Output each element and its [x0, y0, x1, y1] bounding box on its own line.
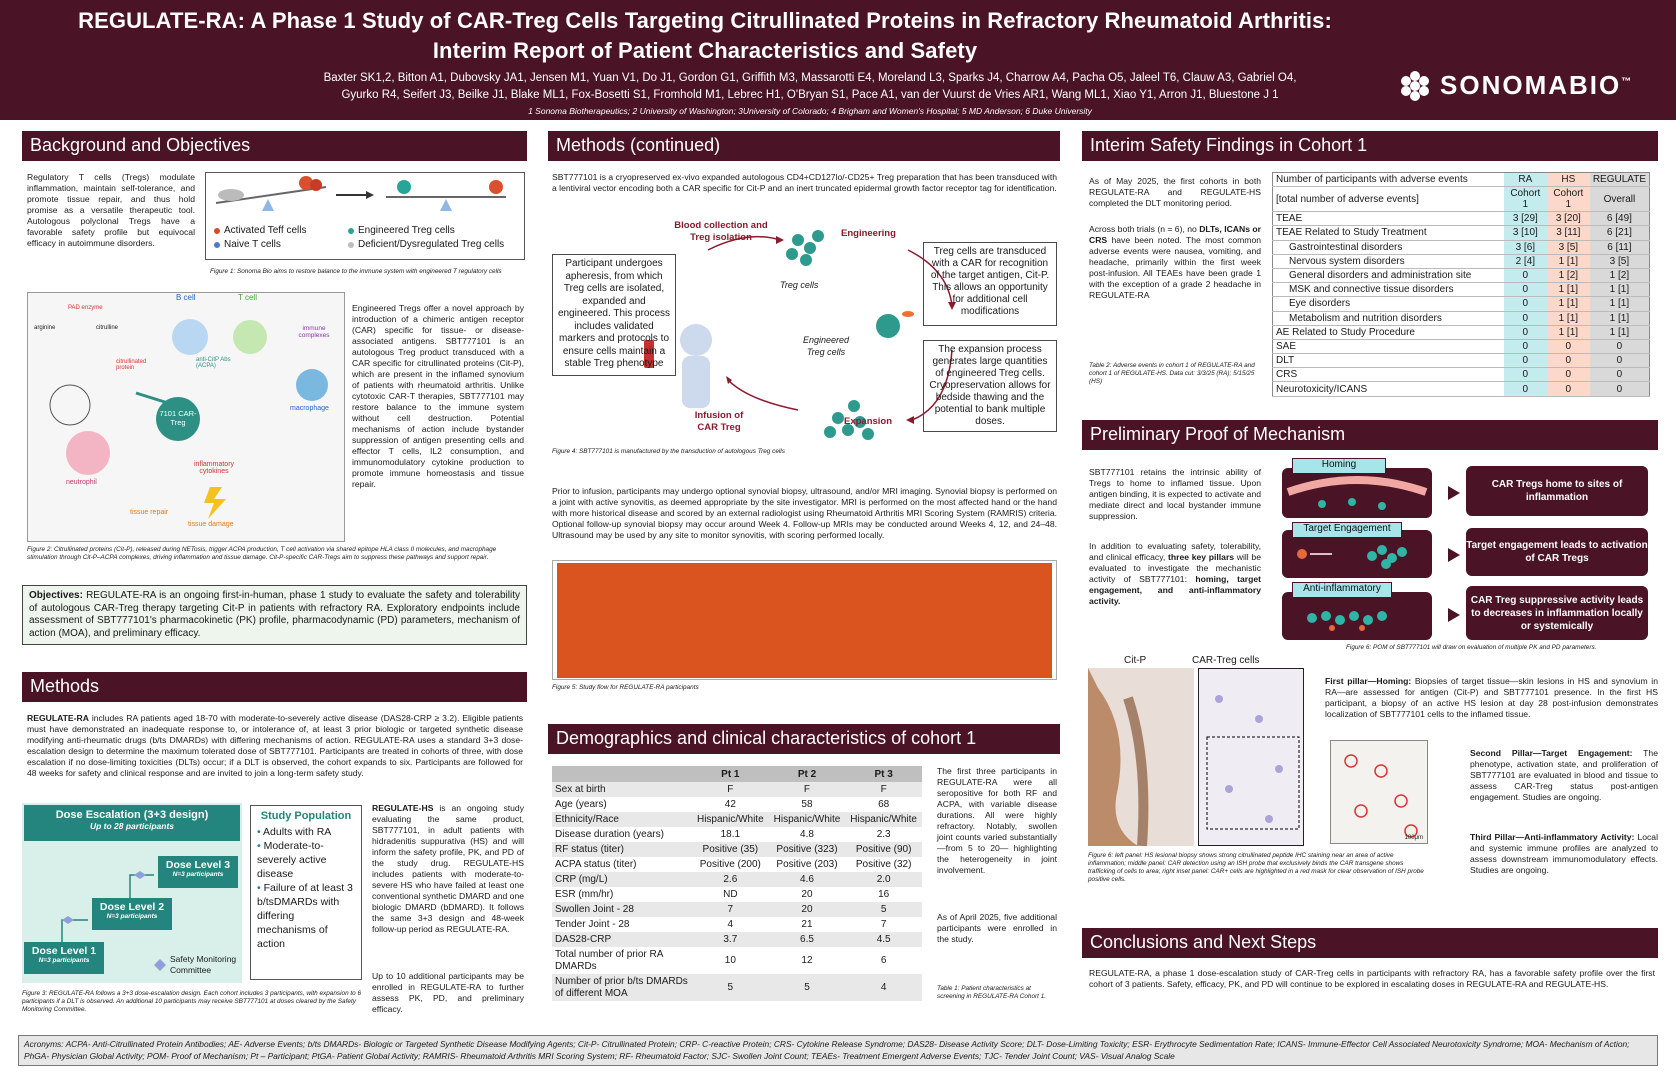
demographics-row — [552, 812, 922, 827]
ae-cell: 1 [1] — [1547, 311, 1590, 325]
label-immune-complexes: immune complexes — [298, 325, 330, 339]
smc-diamond-icon — [134, 871, 146, 879]
demographics-row-label: DAS28-CRP — [552, 932, 692, 947]
imaging-text: Prior to infusion, participants may undergo optional synovial biopsy, ultrasound, and/or MRI imaging. Synovial biopsy is performed on a joint with active synovitis, as deemed appropriate by the site investigator. MRI is performed on the most affected hand or the hand with more historical disease and scored by an external radiologist using Rheumatoid Arthritis MRI Scoring System (RAMRIS) criteria. Optional follow-up synovial biopsy may occur around Week 4. Follow-up MRIs may be conducted around Weeks 4, 12, and 24–48. Ultrasound may be used by any site to monitor synovitis, with scoring performed locally. — [552, 486, 1057, 540]
demographics-cell: 18.1 — [720, 829, 741, 840]
label-acpa: anti-CitP Abs (ACPA) — [196, 357, 231, 369]
dose-escalation-title: Dose Escalation (3+3 design) — [55, 809, 209, 821]
regulate-hs-label: REGULATE-HS — [372, 803, 434, 813]
ae-row — [1273, 354, 1650, 368]
demographics-cell: Positive (90) — [845, 842, 922, 857]
ae-cell: 1 [1] — [1590, 311, 1650, 325]
objectives-text: REGULATE-RA is an ongoing first-in-human, phase 1 study to evaluate the safety and tolerability of autologous CAR-Treg therapy targeting Cit-P in patients with refractory RA. Exploratory endpoints include assessment of SBT777101's pharmacokinetic (PK) profile, pharmacodynamic (PD) parameters, mechanism of action (MOA), and preliminary efficacy. — [29, 590, 520, 639]
label-arginine: arginine — [34, 325, 56, 331]
ae-cell: 0 — [1590, 368, 1650, 382]
legend-naive-t — [214, 239, 281, 250]
label-engineered-treg-cells: Engineered Treg cells — [802, 335, 850, 357]
figure-1-caption: Figure 1: Sonoma Bio aims to restore balance to the immune system with engineered T regulatory cells — [210, 268, 502, 275]
title-line-1: REGULATE-RA: A Phase 1 Study of CAR-Treg Cells Targeting Citrullinated Proteins in Refractory Rheumatoid Arthritis: — [78, 8, 1332, 33]
logo-flower-icon — [1400, 71, 1430, 101]
ae-cell: 0 — [1504, 354, 1547, 368]
figure-6a-caption: Figure 6: POM of SBT777101 will draw on evaluation of multiple PK and PD parameters. — [1346, 644, 1597, 651]
demographics-row-label: Tender Joint - 28 — [555, 919, 630, 930]
ae-row-label: AE Related to Study Procedure — [1273, 325, 1504, 339]
ae-cell: 0 — [1547, 368, 1590, 382]
safety-text-2-post: have been noted. The most common adverse events were nausea, vomiting, and headache, primarily within the first week post-infusion. All TEAEs have been grade 1 with the exception of a grade 2 headache in REGULATE-RA — [1089, 235, 1261, 300]
conclusions-heading: Conclusions and Next Steps — [1082, 928, 1658, 958]
safety-text-2 — [1089, 224, 1261, 301]
ae-cell: 0 — [1590, 354, 1650, 368]
demographics-cell: 4.8 — [800, 829, 814, 840]
mechanism-heading: Preliminary Proof of Mechanism — [1082, 420, 1658, 450]
legend-label: Naive T cells — [224, 239, 281, 250]
study-population-box — [250, 805, 362, 980]
demographics-cell: 4.6 — [769, 872, 846, 887]
ae-sub-hs: Cohort 1 — [1547, 187, 1590, 212]
regulate-ra-description: includes RA patients aged 18-70 with moderate-to-severely active disease (DAS28-CRP ≥ 3.2). Eligible patients must have demonstrated an inadequate response to, or intolerance of, at least 3 prior biologic or targeted synthetic disease modifying anti-rheumatic drugs (b/ts DMARDs) with differing mechanisms of action. REGULATE-RA uses a standard 3+3 dose-escalation design to determine the maximum tolerated dose of SBT777101. Participants are treated in cohorts of three, with dose escalation if no dose-limiting toxicities (DLTs) occur; if a DLT is observed, the cohort expands to six. Participants are followed for 48 weeks for safety and clinical response and are invited to join a long-term safety study. — [27, 713, 523, 778]
demographics-cell: F — [845, 782, 922, 797]
ae-header-row-2 — [1273, 187, 1650, 212]
background-intro: Regulatory T cells (Tregs) modulate inflammation, maintain self-tolerance, and promote tissue repair, and thus hold promise as a versatile therapeutic tool. Autologous polyclonal Tregs have a favorable safety profile but equivocal efficacy in autoimmune disorders. — [27, 172, 195, 248]
authors — [260, 70, 1360, 104]
third-pillar-text — [1470, 832, 1658, 876]
ae-cell: 0 — [1504, 368, 1547, 382]
ae-row — [1273, 268, 1650, 282]
demographics-row-label: Sex at birth — [552, 782, 692, 797]
demographics-row-label: Swollen Joint - 28 — [552, 902, 692, 917]
logo-trademark: ™ — [1621, 76, 1634, 88]
regulate-ra-label: REGULATE-RA — [27, 713, 89, 723]
dose-level-name: Dose Level 3 — [165, 859, 231, 871]
demographics-cell: Positive (35) — [692, 842, 769, 857]
ae-header-left-1: Number of participants with adverse events — [1273, 173, 1504, 187]
label-car-treg-cells: CAR-Treg cells — [1192, 655, 1260, 666]
label-t-cell: T cell — [238, 293, 257, 302]
figure-4-caption: Figure 4: SBT777101 is manufactured by the transduction of autologous Treg cells — [552, 448, 785, 455]
demographics-col-header — [552, 766, 692, 782]
second-pillar-text — [1470, 748, 1658, 803]
demographics-row-label: Ethnicity/Race — [552, 812, 692, 827]
demographics-cell: 12 — [801, 954, 813, 966]
figure-4-manufacturing — [548, 210, 1060, 442]
conclusions-text: REGULATE-RA, a phase 1 dose-escalation study of CAR-Treg cells in participants with refractory RA, has a favorable safety profile over the first cohort of 3 patients. Safety, efficacy, PK, and PD will continue to be explored in escalating doses in REGULATE-RA and REGULATE-HS. — [1089, 968, 1655, 989]
figure-5-caption: Figure 5: Study flow for REGULATE-RA participants — [552, 684, 699, 691]
dose-level-n: N=3 participants — [38, 957, 90, 964]
adverse-events-table — [1272, 172, 1650, 397]
ae-cell: 3 [5] — [1590, 254, 1650, 268]
demographics-row — [552, 932, 922, 947]
ae-cell: 3 [10] — [1504, 226, 1547, 240]
demographics-cell: 7 — [880, 919, 887, 930]
ae-sub-overall: Overall — [1590, 187, 1650, 212]
study-population-title: Study Population — [260, 810, 352, 822]
ae-cell: 0 — [1504, 297, 1547, 311]
demographics-cell: 2.0 — [845, 872, 922, 887]
ae-row — [1273, 368, 1650, 382]
label-macrophage: macrophage — [290, 405, 329, 412]
ae-cell: 1 [1] — [1547, 325, 1590, 339]
methods-continued-intro: SBT777101 is a cryopreserved ex-vivo expanded autologous CD4+CD127lo/-CD25+ Treg preparation that has been transduced with a lentiviral vector encoding both a CAR specific for Cit-P and an inert truncated epidermal growth factor receptor tag for identification. — [552, 172, 1057, 193]
ae-row-label: MSK and connective tissue disorders — [1273, 283, 1504, 297]
bullet-icon: • — [257, 826, 264, 838]
demographics-row-label: Age (years) — [555, 799, 607, 810]
ae-sub-ra: Cohort 1 — [1504, 187, 1547, 212]
first-pillar-label: First pillar—Homing: — [1325, 676, 1412, 686]
figure-5-frame — [552, 560, 1057, 680]
label-treg-cells: Treg cells — [780, 280, 819, 290]
demographics-cell: Positive (32) — [855, 859, 912, 870]
dose-level-name: Dose Level 1 — [31, 945, 97, 957]
study-pop-text: Adults with RA — [263, 826, 332, 838]
ae-header-row-1 — [1273, 173, 1650, 187]
demographics-row — [552, 974, 922, 1001]
background-heading: Background and Objectives — [22, 131, 527, 161]
demographics-cell: 5 — [845, 902, 922, 917]
sonomabio-logo — [1400, 70, 1633, 101]
demographics-row — [552, 842, 922, 857]
demographics-table-body — [552, 782, 922, 1001]
ae-cell: 1 [1] — [1547, 254, 1590, 268]
ae-row-label: DLT — [1273, 354, 1504, 368]
arrow-right-icon — [1448, 608, 1460, 622]
demographics-cell: Positive (203) — [776, 859, 838, 870]
ae-cell: 1 [2] — [1590, 268, 1650, 282]
ae-col-ra: RA — [1504, 173, 1547, 187]
apheresis-box: Participant undergoes apheresis, from which Treg cells are isolated, expanded and engineered. This process includes validated markers and protocols to ensure cells maintain a stable Treg phenotype — [552, 254, 676, 376]
ae-row-label: Nervous system disorders — [1273, 254, 1504, 268]
demographics-row-label: Total number of prior RA DMARDs — [555, 948, 663, 972]
safety-heading: Interim Safety Findings in Cohort 1 — [1082, 131, 1658, 161]
red-dot-icon — [214, 228, 220, 234]
demographics-row-label: ESR (mm/hr) — [555, 889, 614, 900]
third-pillar-label: Third Pillar—Anti-inflammatory Activity: — [1470, 832, 1635, 842]
second-pillar-description: The phenotype, activation state, and proliferation of SBT777101 are evaluated in blood and tissue to assess CAR-Treg status post-antigen engagement. Studies are ongoing. — [1470, 748, 1658, 802]
pillar-homing-result: CAR Tregs home to sites of inflammation — [1466, 466, 1648, 516]
figure-5-study-flow — [557, 563, 1052, 678]
label-pad-enzyme: PAD enzyme — [68, 305, 103, 311]
demographics-row — [552, 797, 922, 812]
safety-text-1: As of May 2025, the first cohorts in both REGULATE-RA and REGULATE-HS completed the DLT monitoring period. — [1089, 176, 1261, 208]
bullet-icon: • — [257, 882, 264, 894]
demographics-col-header: Pt 3 — [845, 766, 922, 782]
ae-row — [1273, 339, 1650, 353]
label-citrulline: citrulline — [96, 325, 119, 331]
legend-activated-teff — [214, 225, 306, 236]
methods-heading: Methods — [22, 672, 527, 702]
pillar-cell-graphics — [1282, 468, 1432, 640]
ae-cell: 1 [1] — [1547, 297, 1590, 311]
demographics-cell: Hispanic/White — [692, 812, 769, 827]
demographics-row — [552, 872, 922, 887]
demographics-cell: 4.5 — [845, 932, 922, 947]
ae-cell: 0 — [1504, 325, 1547, 339]
study-pop-text: Moderate-to-severely active disease — [257, 840, 327, 880]
figure-6b-caption: Figure 6: left panel: HS lesional biopsy shows strong citrullinated peptide IHC staining near an area of active inflammation; middle panel: CAR detection using an ISH probe that exclusively binds the CAR transgene shows trafficking of cells to area; right inset panel: CAR+ cells are highlighted in a red mask for clear observation of ISH probe positive cells. — [1088, 852, 1424, 883]
ae-row — [1273, 382, 1650, 396]
ae-header-left-2: [total number of adverse events] — [1273, 187, 1504, 212]
ae-row-label: SAE — [1273, 339, 1504, 353]
demographics-row — [552, 782, 922, 797]
engineered-tregs-text: Engineered Tregs offer a novel approach by introduction of a chimeric antigen receptor (CAR) specific for tissue- or disease-associated antigens. SBT777101 is an autologous Treg product transduced with a CAR specific for citrullinated proteins (Cit-P), which are present in the inflamed synovium of patients with rheumatoid arthritis. Unlike cytotoxic CAR-T therapies, SBT777101 may restore balance to the immune system without cell destruction. Potential mechanisms of action include bystander suppression of antigen presenting cells and effector T cells, IL2 consumption, and immunomodulatory cytokine production to promote immune homeostasis and tissue repair. — [352, 303, 524, 489]
ae-row — [1273, 283, 1650, 297]
label-cit-p: Cit-P — [1124, 655, 1147, 666]
demographics-cell: Hispanic/White — [845, 812, 922, 827]
ae-cell: 0 — [1504, 268, 1547, 282]
ae-row-label: Metabolism and nutrition disorders — [1273, 311, 1504, 325]
demographics-row — [552, 947, 922, 974]
study-pop-item — [257, 881, 355, 951]
ae-row — [1273, 212, 1650, 226]
study-pop-item — [257, 825, 355, 839]
table-2-caption: Table 2: Adverse events in cohort 1 of REGULATE-RA and cohort 1 of REGULATE-HS. Data cut: 3/3/25 (RA); 5/15/25 (HS) — [1089, 362, 1255, 385]
ae-cell: 1 [1] — [1590, 283, 1650, 297]
demographics-cell: 5 — [692, 974, 769, 1001]
demographics-cell: 3.7 — [692, 932, 769, 947]
label-citrullinated-protein: citrullinated protein — [116, 359, 147, 371]
demographics-row — [552, 827, 922, 842]
smc-diamond-icon — [62, 916, 74, 924]
demographics-row-label: ACPA status (titer) — [555, 859, 637, 870]
ae-cell: 6 [49] — [1590, 212, 1650, 226]
dose-level-n: N=3 participants — [172, 871, 224, 878]
ae-cell: 0 — [1547, 339, 1590, 353]
blue-dot-icon — [214, 242, 220, 248]
regulate-hs-text — [372, 803, 524, 935]
ae-col-overall: REGULATE — [1590, 173, 1650, 187]
demographics-cell: 10 — [724, 954, 736, 966]
car-positive-inset-image — [1330, 740, 1428, 844]
demographics-cell: 4 — [727, 919, 734, 930]
demographics-cell: 2.6 — [692, 872, 769, 887]
transduction-box: Treg cells are transduced with a CAR for recognition of the target antigen, Cit-P. This allows an opportunity for additional cell modifications — [923, 242, 1057, 326]
demographics-cell: 42 — [724, 799, 736, 810]
demographics-side-text-1: The first three participants in REGULATE-RA were all seropositive for both RF and ACPA, with variable disease durations. All were highly refractory. Notably, swollen joint counts varied substantially —from 5 to 20— highlighting the heterogeneity in joint involvement. — [937, 766, 1057, 875]
dose-level-n: N=3 participants — [106, 913, 158, 920]
study-pop-item — [257, 839, 355, 881]
methods-ra-text — [27, 713, 523, 779]
ae-cell: 0 — [1547, 382, 1590, 396]
ae-cell: 3 [20] — [1547, 212, 1590, 226]
teal-dot-icon — [348, 228, 354, 234]
demographics-cell: 5 — [769, 974, 846, 1001]
demographics-row-label: CRP (mg/L) — [552, 872, 692, 887]
additional-participants-text: Up to 10 additional participants may be enrolled in REGULATE-RA to further assess PK, PD, and preliminary efficacy. — [372, 971, 524, 1014]
authors-line-2: Gyurko R4, Seifert J3, Beilke J1, Blake ML1, Fox-Bosetti S1, Fromhold M1, Lebrec H1, O'Bryan S1, Pace A1, van der Vuurst de Vries AR1, Wang ML1, Xiao Y1, Arron J1, Bluestone J 1 — [341, 89, 1279, 101]
ae-cell: 0 — [1504, 339, 1547, 353]
smc-legend-diamond-icon — [154, 959, 166, 971]
mechanism-text-2 — [1089, 541, 1261, 607]
legend-label: Engineered Treg cells — [358, 225, 455, 236]
methods-continued-heading: Methods (continued) — [548, 131, 1060, 161]
ae-row-label: Neurotoxicity/ICANS — [1273, 382, 1504, 396]
first-pillar-description: Biopsies of target tissue—skin lesions in HS and synovium in RA—are assessed for antigen (Cit-P) and SBT777101 presence. In the first HS participant, a biopsy of an active HS lesion at day 28 post-infusion demonstrates localization of SBT777101 cells to the inflamed tissue. — [1325, 676, 1658, 719]
safety-text-2-pre: Across both trials (n = 6), no — [1089, 224, 1200, 234]
label-tissue-repair: tissue repair — [130, 509, 169, 516]
label-inflammatory-cytokines: inflammatory cytokines — [193, 461, 235, 475]
ae-row-label: TEAE Related to Study Treatment — [1273, 226, 1504, 240]
ae-cell: 1 [2] — [1547, 268, 1590, 282]
legend-label: Activated Teff cells — [224, 225, 307, 236]
label-infusion: Infusion of CAR Treg — [694, 410, 744, 433]
table-1-caption: Table 1: Patient characteristics at screening in REGULATE-RA Cohort 1. — [937, 985, 1047, 1000]
label-neutrophil: neutrophil — [66, 479, 97, 486]
figure-2-diagram — [27, 292, 345, 542]
demographics-cell: 21 — [801, 919, 813, 930]
ae-cell: 3 [29] — [1504, 212, 1547, 226]
ae-row-label: CRS — [1273, 368, 1504, 382]
demographics-heading: Demographics and clinical characteristics of cohort 1 — [548, 724, 1060, 754]
demographics-row — [552, 917, 922, 932]
ae-cell: 0 — [1504, 283, 1547, 297]
arrow-right-icon — [1448, 486, 1460, 500]
demographics-row-label: Disease duration (years) — [555, 829, 664, 840]
demographics-cell: 4 — [845, 974, 922, 1001]
mechanism-text-2-mid: will be evaluated to investigate the mechanistic activity of SBT777101: — [1089, 552, 1261, 584]
mechanism-text-2-bold: three key pillars — [1167, 552, 1235, 562]
ae-row-label: Gastrointestinal disorders — [1273, 240, 1504, 254]
first-pillar-text — [1325, 676, 1658, 720]
bullet-icon: • — [257, 840, 264, 852]
demographics-cell: ND — [723, 889, 738, 900]
legend-label: Deficient/Dysregulated Treg cells — [358, 239, 505, 250]
demographics-cell: 20 — [769, 902, 846, 917]
authors-line-1: Baxter SK1,2, Bitton A1, Dubovsky JA1, Jensen M1, Yuan V1, Do J1, Gordon G1, Griffith M3, Massarotti E4, Moreland L3, Sparks J4, Charrow A4, Pacha O5, Jaleel T6, Clauw A3, Gabriel O4, — [323, 72, 1297, 84]
label-expansion: Expansion — [844, 416, 893, 427]
ae-cell: 3 [6] — [1504, 240, 1547, 254]
demographics-cell: 16 — [878, 889, 890, 900]
safety-text-2-bold: DLTs, ICANs or CRS — [1089, 224, 1261, 245]
mechanism-text-1: SBT777101 retains the intrinsic ability of Tregs to home to inflamed tissue. Upon antigen binding, it is expected to activate and mediate direct and local bystander immune suppression. — [1089, 467, 1261, 521]
demographics-cell: 6 — [880, 954, 887, 966]
affiliations: 1 Sonoma Biotherapeutics; 2 University of Washington; 3University of Colorado; 4 Brigham and Women's Hospital; 5 MD Anderson; 6 Duke University — [528, 106, 1092, 116]
ae-row-label: Eye disorders — [1273, 297, 1504, 311]
balance-scale-graphic — [206, 173, 524, 221]
demographics-cell: 20 — [801, 889, 813, 900]
pillar-target-engagement-result: Target engagement leads to activation of CAR Tregs — [1466, 528, 1648, 576]
demographics-table — [552, 766, 922, 1001]
figure-1 — [205, 172, 525, 260]
ae-cell: 6 [11] — [1590, 240, 1650, 254]
mechanism-text-2-pre: In addition to evaluating safety, tolerability, and clinical efficacy, — [1089, 541, 1261, 562]
figure-3-caption: Figure 3: REGULATE-RA follows a 3+3 dose-escalation design. Each cohort includes 3 participants, with expansion to 6 participants if a DLT is observed. An additional 10 participants may receive SBT777101 at doses cleared by the Safety Monitoring Committee. — [22, 990, 362, 1013]
ae-cell: 0 — [1590, 382, 1650, 396]
ae-cell: 3 [5] — [1547, 240, 1590, 254]
ae-row-label: General disorders and administration site — [1273, 268, 1504, 282]
third-pillar-description: Local and systemic immune profiles are analyzed to assess downstream immunomodulatory effects. Studies are ongoing. — [1470, 832, 1658, 875]
demographics-cell: Hispanic/White — [769, 812, 846, 827]
demographics-cell: 68 — [878, 799, 890, 810]
grey-dot-icon — [348, 242, 354, 248]
label-tissue-damage: tissue damage — [188, 521, 234, 528]
demographics-cell: F — [769, 782, 846, 797]
demographics-cell: 58 — [801, 799, 813, 810]
ae-row — [1273, 240, 1650, 254]
objectives-box — [22, 585, 527, 645]
ae-row-label: TEAE — [1273, 212, 1504, 226]
ae-cell: 0 — [1547, 354, 1590, 368]
acronyms-footer: Acronyms: ACPA- Anti-Citrullinated Protein Antibodies; AE- Adverse Events; b/ts DMARDs- Biologic or Targeted Synthetic Disease Modifying Agents; Cit-P- Citrullinated Protein; CRP- C-reactive Protein; CRS- Cytokine Release Syndrome; DAS28- Disease Activity Score; DLT- Dose-Limiting Toxicity; ESR- Erythrocyte Sedimentation Rate; ICANS- Immune-Effector Cell Associated Neurotoxicity Syndrome; MOA- Mechanism of Action; PhGA- Physician Global Activity; POM- Proof of Mechanism; Pt – Participant; PtGA- Patient Global Activity; RAMRIS- Rheumatoid Arthritis MRI Scoring System; RF- Rheumatoid Factor; SJC- Swollen Joint Count; TEAEs- Treatment Emergent Adverse Events; TJC- Tender Joint Count; VAS- Visual Analog Scale — [18, 1035, 1658, 1066]
ae-cell: 3 [11] — [1547, 226, 1590, 240]
legend-engineered-treg — [348, 225, 455, 236]
demographics-row — [552, 857, 922, 872]
cit-p-ihc-image — [1088, 668, 1194, 846]
demographics-cell: 6.5 — [769, 932, 846, 947]
ae-row — [1273, 254, 1650, 268]
label-blood-collection: Blood collection and Treg isolation — [674, 220, 768, 243]
ae-cell: 0 — [1504, 311, 1547, 325]
arrow-right-icon — [1448, 548, 1460, 562]
ae-row — [1273, 297, 1650, 311]
demographics-row — [552, 902, 922, 917]
label-car-treg: 7101 CAR-Treg — [159, 409, 197, 427]
label-engineering: Engineering — [841, 228, 896, 239]
ae-row — [1273, 325, 1650, 339]
ae-cell: 1 [1] — [1547, 283, 1590, 297]
legend-deficient-treg — [348, 239, 504, 250]
dose-level-name: Dose Level 2 — [99, 901, 165, 913]
demographics-cell: 2.3 — [876, 829, 891, 840]
demographics-header-row — [552, 766, 922, 782]
ae-cell: 6 [21] — [1590, 226, 1650, 240]
second-pillar-label: Second Pillar—Target Engagement: — [1470, 748, 1633, 758]
ae-cell: 0 — [1504, 382, 1547, 396]
adverse-events-body — [1273, 212, 1650, 396]
pillar-anti-inflammatory-label: Anti-inflammatory — [1292, 582, 1392, 598]
expansion-box: The expansion process generates large quantities of engineered Treg cells. Cryopreservation allows for bedside thawing and the potential to bank multiple doses. — [923, 340, 1057, 432]
demographics-cell: Positive (200) — [699, 859, 761, 870]
pillar-homing-label: Homing — [1292, 458, 1386, 474]
pillar-target-engagement-label: Target Engagement — [1292, 522, 1402, 538]
ae-cell: 1 [1] — [1590, 297, 1650, 311]
scale-bar-label: 100μm — [1404, 835, 1423, 841]
figure-2-caption: Figure 2: Citrullinated proteins (Cit-P), released during NETosis, trigger ACPA production, T cell activation via shared epitope HLA class II molecules, and macrophage stimulation through Cit-P–ACPA complexes, driving inflammation and tissue damage. Cit-P-specific CAR-Tregs aim to suppress these pathways and support repair. — [27, 546, 497, 561]
mechanism-text-2-bold: homing, target engagement, and anti-inflammatory activity. — [1089, 574, 1261, 606]
demographics-col-header: Pt 1 — [692, 766, 769, 782]
safety-committee-label: Safety Monitoring Committee — [170, 954, 237, 975]
demographics-cell: F — [692, 782, 769, 797]
regulate-hs-description: is an ongoing study evaluating the same product, SBT777101, in adult patients with hidradenitis suppurativa (HS) and will inform the safety profile, PK, and PD of the study drug. REGULATE-HS includes patients with moderate-to-severe HS who have failed at least one conventional synthetic DMARD and one biologic DMARD (bDMARD). It follows the same 3+3 design and 48-week follow-up period as REGULATE-RA. — [372, 803, 524, 934]
ae-row — [1273, 226, 1650, 240]
ae-cell: 2 [4] — [1504, 254, 1547, 268]
ae-cell: 0 — [1590, 339, 1650, 353]
ae-col-hs: HS — [1547, 173, 1590, 187]
title-line-2: Interim Report of Patient Characteristics and Safety — [432, 38, 978, 63]
ae-row — [1273, 311, 1650, 325]
demographics-row-label: Number of prior b/ts DMARDs of different MOA — [552, 974, 692, 1001]
poster-header — [0, 0, 1676, 120]
demographics-side-text-2: As of April 2025, five additional participants were enrolled in the study. — [937, 912, 1057, 944]
demographics-col-header: Pt 2 — [769, 766, 846, 782]
study-pop-text: Failure of at least 3 b/tsDMARDs with differing mechanisms of action — [257, 882, 353, 950]
demographics-row — [552, 887, 922, 902]
car-treg-ish-image — [1198, 668, 1304, 846]
label-b-cell: B cell — [176, 293, 196, 302]
demographics-cell: 7 — [692, 902, 769, 917]
pillar-anti-inflammatory-result: CAR Treg suppressive activity leads to decreases in inflammation locally or systemically — [1466, 586, 1648, 640]
logo-text: SONOMABIO — [1440, 70, 1622, 100]
ae-cell: 1 [1] — [1590, 325, 1650, 339]
demographics-row-label: RF status (titer) — [552, 842, 692, 857]
objectives-label: Objectives: — [29, 590, 83, 601]
dose-escalation-subtitle: Up to 28 participants — [89, 821, 175, 831]
demographics-cell: Positive (323) — [769, 842, 846, 857]
